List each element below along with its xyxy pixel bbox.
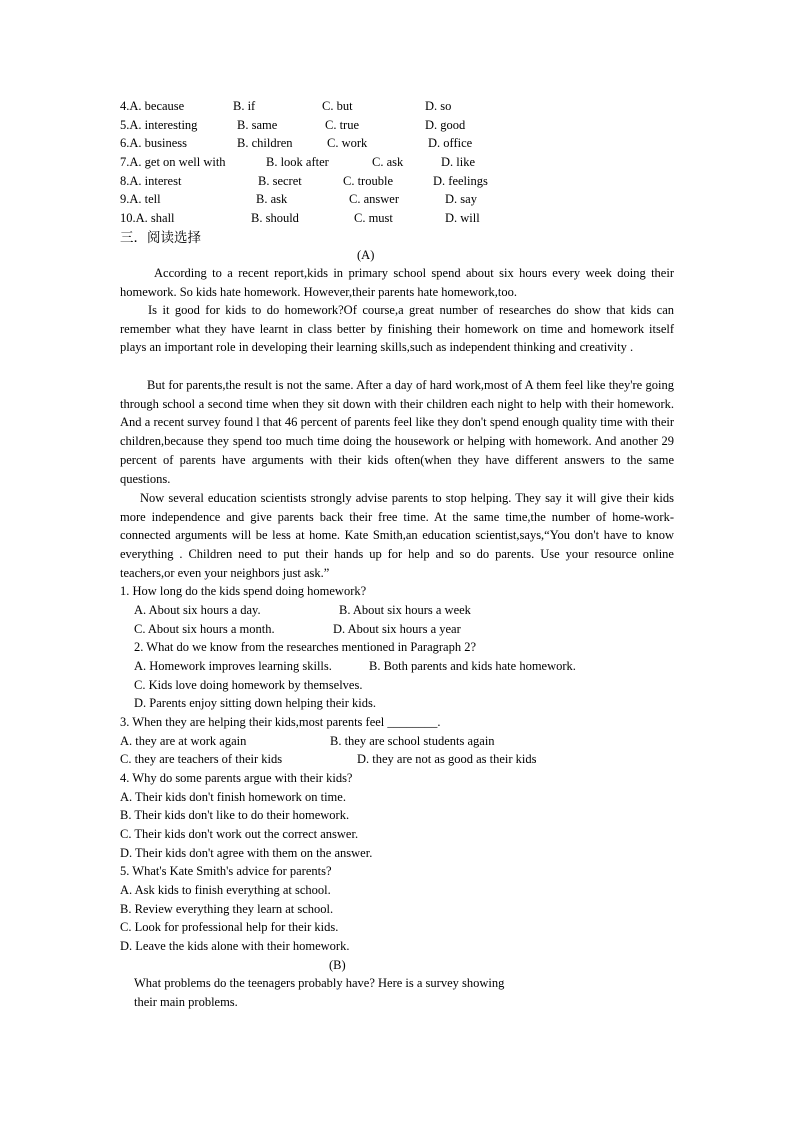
q4-option-c: C. Their kids don't work out the correct answer.	[120, 827, 359, 841]
q4-option-d: D. Their kids don't agree with them on the answer.	[120, 846, 373, 860]
passage-b-label: (B)	[329, 958, 346, 972]
option-b: B. secret	[258, 174, 302, 188]
option-b: B. ask	[256, 192, 288, 206]
option-b: B. look after	[266, 155, 329, 169]
option-b: B. same	[237, 118, 278, 132]
option-row-6: 6.A. business	[120, 136, 188, 150]
q2-option-d: D. Parents enjoy sitting down helping their kids.	[134, 696, 376, 710]
passage-b-line-1: What problems do the teenagers probably have? Here is a survey showing	[134, 976, 505, 990]
q1-option-c: C. About six hours a month.	[134, 622, 275, 636]
question-4: 4. Why do some parents argue with their kids?	[120, 771, 353, 785]
question-5: 5. What's Kate Smith's advice for parents?	[120, 864, 332, 878]
passage-a-paragraph-2: Is it good for kids to do homework?Of course,a great number of researches do show that kids can remember what they have learnt in class better by finishing their homework on time and homework itself plays an important role in developing their learning skills,such as independent thinking and creativity .	[120, 303, 674, 355]
q5-option-a: A. Ask kids to finish everything at school.	[120, 883, 331, 897]
option-row-5: 5.A. interesting	[120, 118, 198, 132]
option-row-7: 7.A. get on well with	[120, 155, 226, 169]
q1-option-b: B. About six hours a week	[339, 603, 471, 617]
q5-option-c: C. Look for professional help for their kids.	[120, 920, 339, 934]
q4-option-b: B. Their kids don't like to do their homework.	[120, 808, 350, 822]
question-3: 3. When they are helping their kids,most parents feel ________.	[120, 715, 441, 729]
passage-b-line-2: their main problems.	[134, 995, 238, 1009]
option-c: C. must	[354, 211, 393, 225]
option-c: C. true	[325, 118, 360, 132]
option-b: B. children	[237, 136, 293, 150]
q3-option-a: A. they are at work again	[120, 734, 247, 748]
q1-option-a: A. About six hours a day.	[134, 603, 261, 617]
option-row-10: 10.A. shall	[120, 211, 175, 225]
q4-option-a: A. Their kids don't finish homework on time.	[120, 790, 346, 804]
q5-option-d: D. Leave the kids alone with their homework.	[120, 939, 350, 953]
option-d: D. office	[428, 136, 473, 150]
option-c: C. ask	[372, 155, 404, 169]
option-d: D. so	[425, 99, 452, 113]
q5-option-b: B. Review everything they learn at school.	[120, 902, 334, 916]
q3-option-d: D. they are not as good as their kids	[357, 752, 537, 766]
option-b: B. if	[233, 99, 256, 113]
option-d: D. will	[445, 211, 480, 225]
option-c: C. but	[322, 99, 353, 113]
option-c: C. answer	[349, 192, 399, 206]
option-c: C. trouble	[343, 174, 393, 188]
section-heading: 三．阅读选择	[120, 230, 201, 246]
option-d: D. say	[445, 192, 477, 206]
question-1: 1. How long do the kids spend doing homework?	[120, 584, 367, 598]
q3-option-c: C. they are teachers of their kids	[120, 752, 283, 766]
passage-a-label: (A)	[357, 248, 375, 262]
option-row-4: 4.A. because	[120, 99, 185, 113]
option-d: D. like	[441, 155, 476, 169]
q3-option-b: B. they are school students again	[330, 734, 495, 748]
option-d: D. good	[425, 118, 466, 132]
passage-a-paragraph-1: According to a recent report,kids in primary school spend about six hours every week doing their homework. So kids hate homework. However,their parents hate homework,too.	[120, 266, 674, 299]
option-c: C. work	[327, 136, 368, 150]
option-b: B. should	[251, 211, 299, 225]
q2-option-b: B. Both parents and kids hate homework.	[369, 659, 576, 673]
q2-option-a: A. Homework improves learning skills.	[134, 659, 332, 673]
question-2: 2. What do we know from the researches mentioned in Paragraph 2?	[134, 640, 477, 654]
option-row-8: 8.A. interest	[120, 174, 182, 188]
option-row-9: 9.A. tell	[120, 192, 161, 206]
q1-option-d: D. About six hours a year	[333, 622, 461, 636]
q2-option-c: C. Kids love doing homework by themselves.	[134, 678, 363, 692]
passage-a-paragraph-4: Now several education scientists strongly advise parents to stop helping. They say it will give their kids more independence and give parents back their free time. At the same time,the number of home-work-connected arguments will be less at home. Kate Smith,an education scientist,says,“You don't have to know everything . Children need to put their hands up for help and so do parents. Use your resource online teachers,or even your neighbors just ask.”	[120, 491, 674, 580]
option-d: D. feelings	[433, 174, 488, 188]
passage-a-paragraph-3: But for parents,the result is not the same. After a day of hard work,most of A them feel like they're going through school a second time when they sit down with their children each night to help with their homework. And a recent survey found l that 46 percent of parents feel like they don't spend enough quality time with their children,because they spend too much time doing the housework or helping with homework. And another 29 percent of parents have arguments with their kids often(when they have different answers to the same questions.	[120, 378, 674, 486]
